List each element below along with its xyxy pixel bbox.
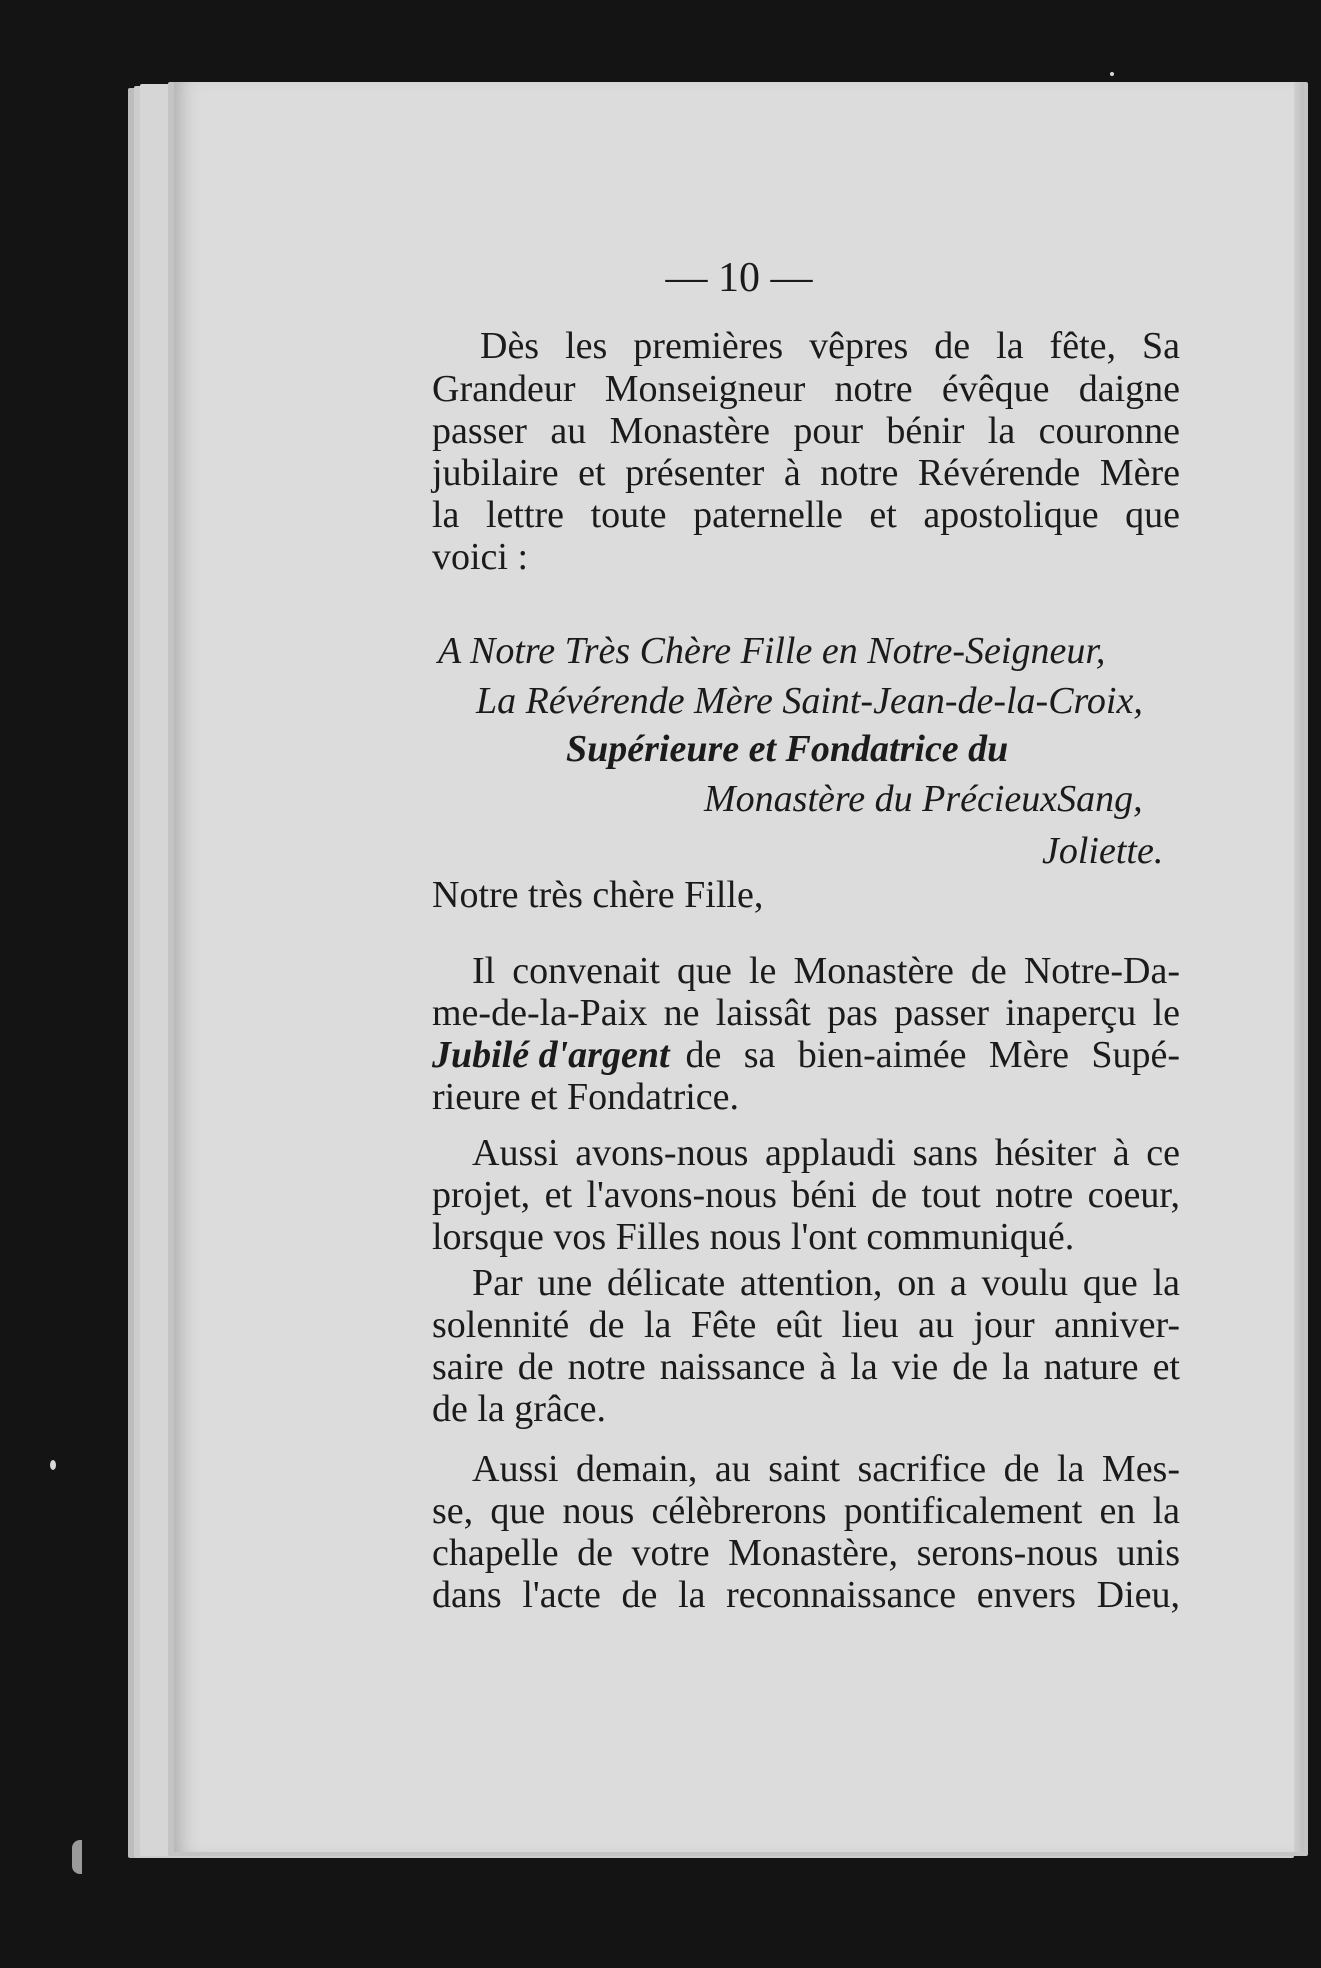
address-line: A Notre Très Chère Fille en Notre-Seigneur, xyxy=(438,630,1106,672)
address-line: Joliette. xyxy=(1042,830,1164,872)
scan-speck xyxy=(72,1840,82,1874)
scan-speck xyxy=(1110,72,1114,76)
address-line: La Révérende Mère Saint-Jean-de-la-Croix, xyxy=(476,680,1143,722)
address-line: Monastère du PrécieuxSang, xyxy=(704,778,1143,820)
page-right-edge xyxy=(1294,82,1304,1852)
paragraph-line: saire de notre naissance à la vie de la nature et xyxy=(432,1346,1180,1388)
paragraph-line: me-de-la-Paix ne laissât pas passer inaperçu le xyxy=(432,992,1180,1034)
paragraph-line: Dès les premières vêpres de la fête, Sa xyxy=(480,325,1180,367)
book-page-stack xyxy=(128,82,1308,1860)
paragraph-line: Il convenait que le Monastère de Notre-Da- xyxy=(472,950,1180,992)
paragraph-line: projet, et l'avons-nous béni de tout notre coeur, xyxy=(432,1174,1180,1216)
paragraph-line: voici : xyxy=(432,536,529,578)
paragraph-line: Grandeur Monseigneur notre évêque daigne xyxy=(432,368,1180,410)
paragraph-line: dans l'acte de la reconnaissance envers Dieu, xyxy=(432,1574,1180,1616)
scan-speck xyxy=(50,1460,56,1470)
paragraph-line: lorsque vos Filles nous l'ont communiqué. xyxy=(432,1216,1075,1258)
salutation: Notre très chère Fille, xyxy=(432,874,764,916)
page-number: — 10 — xyxy=(665,255,813,301)
paragraph-line: passer au Monastère pour bénir la couronne xyxy=(432,410,1180,452)
paragraph-line: la lettre toute paternelle et apostolique que xyxy=(432,494,1180,536)
paragraph-line: Aussi avons-nous applaudi sans hésiter à ce xyxy=(472,1132,1180,1174)
paragraph-line: jubilaire et présenter à notre Révérende Mère xyxy=(432,452,1180,494)
paragraph-line xyxy=(432,1036,1180,1074)
paragraph-line: rieure et Fondatrice. xyxy=(432,1076,740,1118)
address-line: Supérieure et Fondatrice du xyxy=(566,728,1009,770)
paragraph-line: Par une délicate attention, on a voulu que la xyxy=(472,1262,1180,1304)
paragraph-line: solennité de la Fête eût lieu au jour anniver- xyxy=(432,1304,1180,1346)
paragraph-line: Aussi demain, au saint sacrifice de la Mes- xyxy=(472,1448,1180,1490)
emphasis-text: Jubilé d'argent xyxy=(432,1034,670,1076)
paragraph-line: chapelle de votre Monastère, serons-nous unis xyxy=(432,1532,1180,1574)
paragraph-text: de sa bien-aimée Mère Supé- xyxy=(685,1034,1180,1076)
book-page xyxy=(174,82,1304,1852)
paragraph-line: se, que nous célèbrerons pontificalement en la xyxy=(432,1490,1180,1532)
paragraph-line: de la grâce. xyxy=(432,1388,607,1430)
